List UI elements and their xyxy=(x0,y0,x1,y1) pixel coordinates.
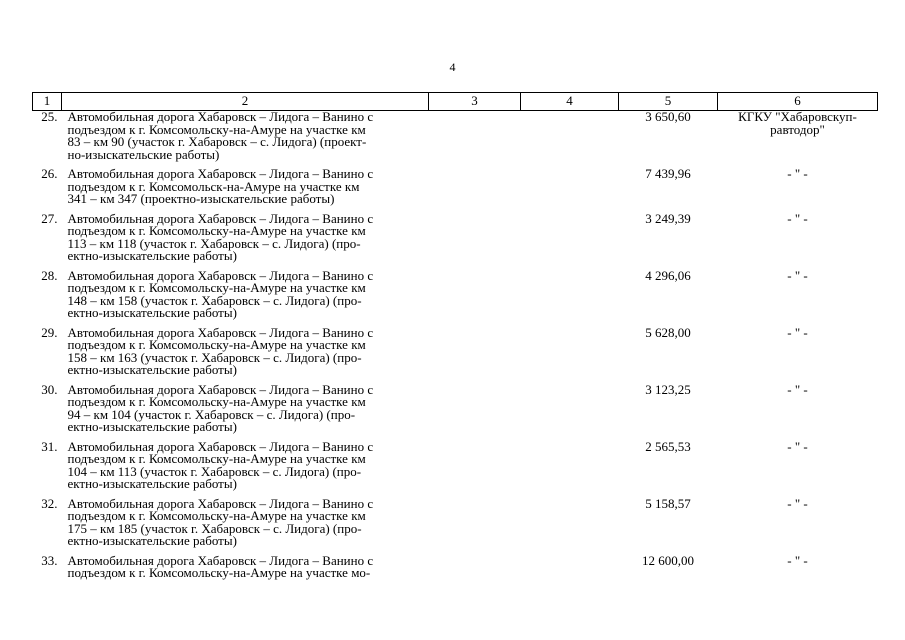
column-header-6: 6 xyxy=(718,93,878,111)
row-number: 25. xyxy=(41,109,58,124)
executor-cell xyxy=(718,210,878,270)
column-3-cell xyxy=(429,441,521,498)
table-row xyxy=(33,213,878,270)
table-row xyxy=(33,498,878,555)
row-number: 33. xyxy=(41,552,58,568)
column-header-4: 4 xyxy=(521,93,619,111)
column-4-cell xyxy=(521,111,619,169)
executor-cell xyxy=(718,438,878,498)
description-line: ектно-изыскательские работы) xyxy=(67,419,237,434)
column-header-1: 1 xyxy=(33,93,62,111)
table-header-row xyxy=(33,93,878,111)
column-4-cell xyxy=(521,168,619,213)
description-line: ектно-изыскательские работы) xyxy=(67,533,237,548)
description-line: Автомобильная дорога Хабаровск – Лидога – Ванино с xyxy=(67,324,374,340)
description-line: Автомобильная дорога Хабаровск – Лидога – Ванино с xyxy=(67,166,374,181)
description-line: Автомобильная дорога Хабаровск – Лидога – Ванино с xyxy=(67,438,374,454)
description-line: подъездом к г. Комсомольску-на-Амуре на участке км xyxy=(67,280,366,295)
column-3-cell xyxy=(429,111,521,169)
executor-line: - " - xyxy=(787,381,808,397)
description-line: подъездом к г. Комсомольску-на-Амуре на участке мо- xyxy=(67,565,371,580)
page-number: 4 xyxy=(449,60,456,74)
description-line: 341 – км 347 (проектно-изыскательские работы) xyxy=(67,191,335,206)
executor-line: КГКУ "Хабаровскуп- xyxy=(738,109,857,124)
column-4-cell xyxy=(521,213,619,270)
table-row xyxy=(33,441,878,498)
executor-line: - " - xyxy=(787,552,808,568)
executor-line: - " - xyxy=(787,438,808,454)
description-line: ектно-изыскательские работы) xyxy=(67,362,237,377)
work-description xyxy=(62,438,429,498)
description-line: подъездом к г. Комсомольску-на-Амуре на участке км xyxy=(67,394,366,409)
description-line: 113 – км 118 (участок г. Хабаровск – с. Лидога) (про- xyxy=(67,235,361,251)
amount-cell: 4 296,06 xyxy=(645,267,691,283)
amount-cell: 3 123,25 xyxy=(645,381,691,397)
column-3-cell xyxy=(429,498,521,555)
executor-line: - " - xyxy=(787,210,808,226)
row-number: 27. xyxy=(41,210,58,226)
row-number: 31. xyxy=(41,438,58,454)
column-3-cell xyxy=(429,384,521,441)
executor-cell xyxy=(718,168,878,213)
work-description xyxy=(62,210,429,270)
description-line: Автомобильная дорога Хабаровск – Лидога – Ванино с xyxy=(67,381,374,397)
column-4-cell xyxy=(521,327,619,384)
executor-line: равтодор" xyxy=(770,121,825,137)
row-number: 26. xyxy=(41,166,58,181)
work-description xyxy=(62,267,429,327)
description-line: но-изыскательские работы) xyxy=(67,146,220,162)
executor-cell xyxy=(718,495,878,555)
table-row xyxy=(33,111,878,169)
description-line: ектно-изыскательские работы) xyxy=(67,476,237,491)
column-4-cell xyxy=(521,270,619,327)
column-4-cell xyxy=(521,498,619,555)
work-description xyxy=(62,168,429,213)
description-line: 148 – км 158 (участок г. Хабаровск – с. Лидога) (про- xyxy=(67,292,362,308)
description-line: подъездом к г. Комсомольску-на-Амуре на участке км xyxy=(67,451,366,466)
table-row xyxy=(33,384,878,441)
description-line: подъездом к г. Комсомольск-на-Амуре на участке км xyxy=(67,178,360,194)
description-line: 158 – км 163 (участок г. Хабаровск – с. Лидога) (про- xyxy=(67,349,362,365)
table-row xyxy=(33,327,878,384)
column-4-cell xyxy=(521,441,619,498)
amount-cell: 7 439,96 xyxy=(645,166,691,181)
executor-cell xyxy=(718,324,878,384)
executor-line: - " - xyxy=(787,267,808,283)
description-line: 83 – км 90 (участок г. Хабаровск – с. Лидога) (проект- xyxy=(67,134,367,149)
description-line: ектно-изыскательские работы) xyxy=(67,248,237,263)
column-3-cell xyxy=(429,270,521,327)
amount-cell: 5 628,00 xyxy=(645,324,691,340)
amount-cell: 12 600,00 xyxy=(642,552,694,568)
column-4-cell xyxy=(521,384,619,441)
description-line: подъездом к г. Комсомольску-на-Амуре на участке км xyxy=(67,508,366,523)
row-number: 28. xyxy=(41,267,58,283)
amount-cell: 3 650,60 xyxy=(645,109,691,124)
description-line: 175 – км 185 (участок г. Хабаровск – с. Лидога) (про- xyxy=(67,520,362,536)
table-row xyxy=(33,270,878,327)
column-3-cell xyxy=(429,213,521,270)
description-line: ектно-изыскательские работы) xyxy=(67,305,237,320)
description-line: Автомобильная дорога Хабаровск – Лидога – Ванино с xyxy=(67,495,374,511)
description-line: подъездом к г. Комсомольску-на-Амуре на участке км xyxy=(67,223,366,238)
table-body xyxy=(33,111,878,587)
work-description xyxy=(62,552,429,587)
description-line: Автомобильная дорога Хабаровск – Лидога – Ванино с xyxy=(67,267,374,283)
description-line: 94 – км 104 (участок г. Хабаровск – с. Лидога) (про- xyxy=(67,406,356,422)
amount-cell: 5 158,57 xyxy=(645,495,691,511)
column-3-cell xyxy=(429,327,521,384)
executor-line: - " - xyxy=(787,166,808,181)
executor-line: - " - xyxy=(787,495,808,511)
description-line: Автомобильная дорога Хабаровск – Лидога – Ванино с xyxy=(67,210,374,226)
column-header-3: 3 xyxy=(429,93,521,111)
work-description xyxy=(62,324,429,384)
row-number: 29. xyxy=(41,324,58,340)
amount-cell: 2 565,53 xyxy=(645,438,691,454)
work-description xyxy=(62,495,429,555)
table-row xyxy=(33,168,878,213)
column-4-cell xyxy=(521,555,619,587)
description-line: подъездом к г. Комсомольску-на-Амуре на участке км xyxy=(67,337,366,352)
work-description xyxy=(62,381,429,441)
executor-cell xyxy=(718,381,878,441)
work-description xyxy=(62,111,429,169)
table-row xyxy=(33,555,878,587)
description-line: Автомобильная дорога Хабаровск – Лидога – Ванино с xyxy=(67,552,374,568)
executor-cell xyxy=(718,552,878,587)
executor-line: - " - xyxy=(787,324,808,340)
column-3-cell xyxy=(429,168,521,213)
description-line: подъездом к г. Комсомольску-на-Амуре на участке км xyxy=(67,121,366,137)
executor-cell xyxy=(718,111,878,169)
row-number: 30. xyxy=(41,381,58,397)
description-line: 104 – км 113 (участок г. Хабаровск – с. Лидога) (про- xyxy=(67,463,362,479)
executor-cell xyxy=(718,267,878,327)
column-header-5: 5 xyxy=(619,93,718,111)
row-number: 32. xyxy=(41,495,58,511)
column-header-2: 2 xyxy=(62,93,429,111)
amount-cell: 3 249,39 xyxy=(645,210,691,226)
works-table xyxy=(32,92,878,587)
column-3-cell xyxy=(429,555,521,587)
description-line: Автомобильная дорога Хабаровск – Лидога – Ванино с xyxy=(67,109,374,124)
